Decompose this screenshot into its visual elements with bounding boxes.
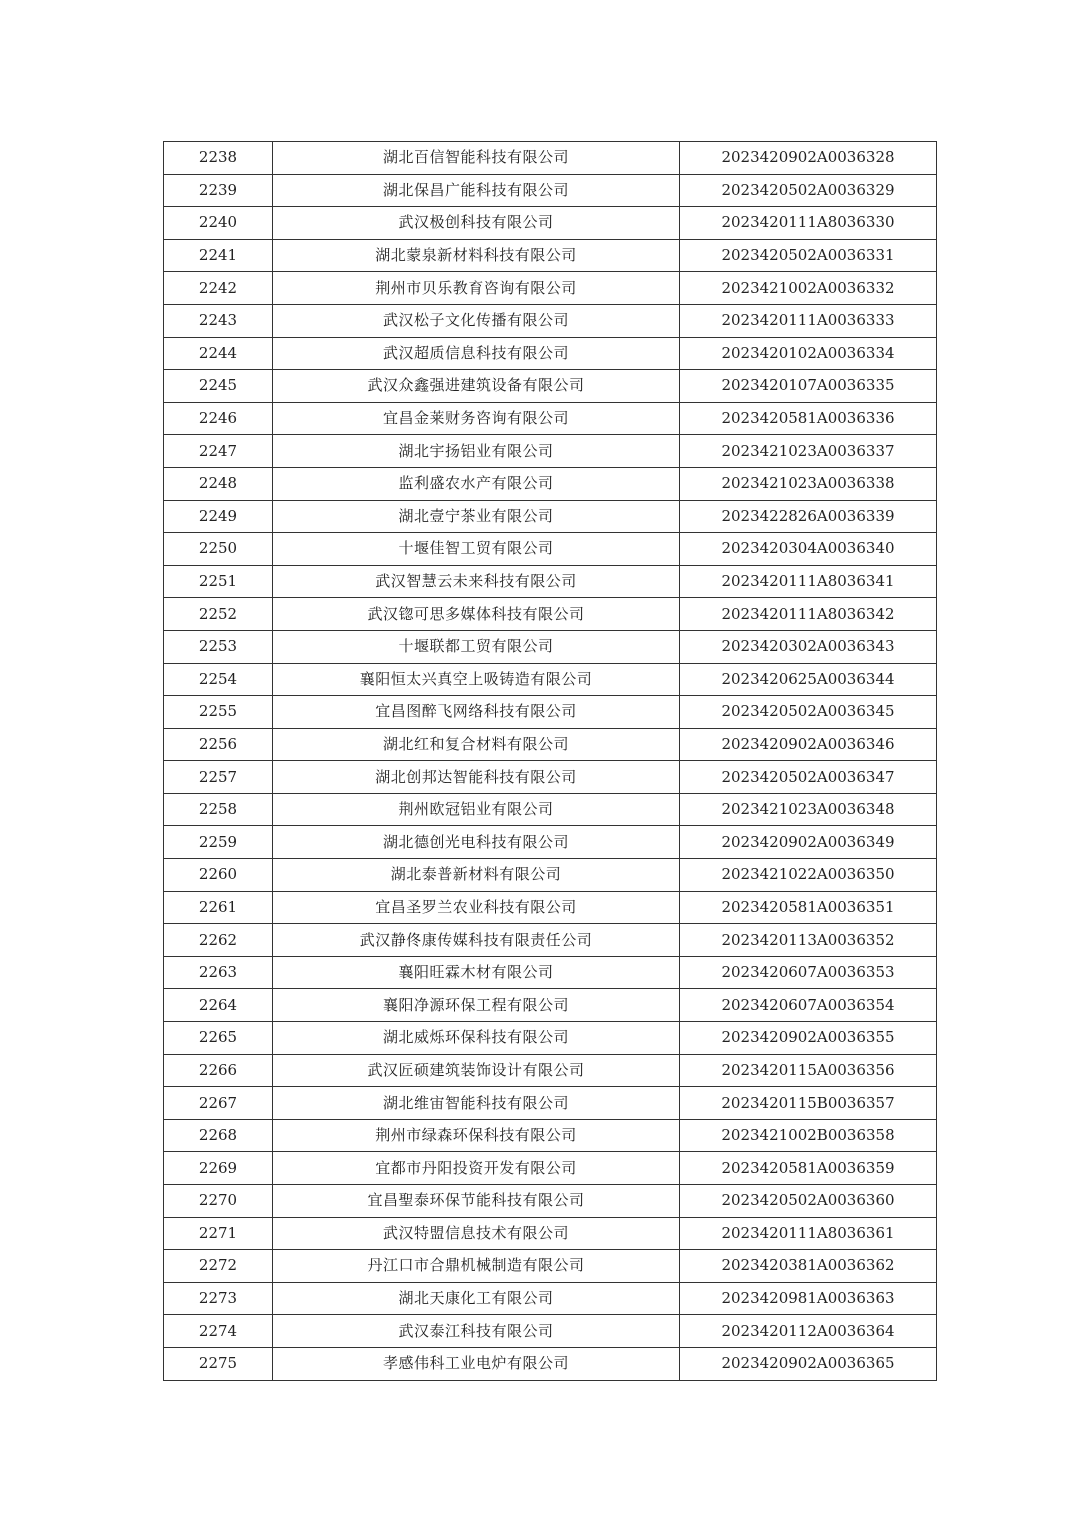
serial-number-cell: 2247	[164, 435, 273, 468]
company-registry-table	[163, 141, 937, 1381]
registration-code-cell: 2023420107A0036335	[680, 370, 937, 403]
serial-number-cell: 2273	[164, 1282, 273, 1315]
serial-number-cell: 2261	[164, 891, 273, 924]
company-name-cell: 湖北德创光电科技有限公司	[273, 826, 680, 859]
company-name-cell: 荆州市贝乐教育咨询有限公司	[273, 272, 680, 305]
registration-code-cell: 2023420902A0036346	[680, 728, 937, 761]
registration-code-cell: 2023421023A0036348	[680, 793, 937, 826]
company-name-cell: 湖北天康化工有限公司	[273, 1282, 680, 1315]
registration-code-cell: 2023420581A0036336	[680, 402, 937, 435]
company-name-cell: 湖北威烁环保科技有限公司	[273, 1022, 680, 1055]
company-name-cell: 武汉锪可思多媒体科技有限公司	[273, 598, 680, 631]
company-name-cell: 宜昌圣罗兰农业科技有限公司	[273, 891, 680, 924]
registration-code-cell: 2023420112A0036364	[680, 1315, 937, 1348]
table-row	[164, 1185, 937, 1218]
serial-number-cell: 2245	[164, 370, 273, 403]
table-row	[164, 500, 937, 533]
company-name-cell: 武汉智慧云未来科技有限公司	[273, 565, 680, 598]
serial-number-cell: 2263	[164, 956, 273, 989]
registration-code-cell: 2023420581A0036351	[680, 891, 937, 924]
table-row	[164, 891, 937, 924]
serial-number-cell: 2246	[164, 402, 273, 435]
table-row	[164, 304, 937, 337]
table-row	[164, 1119, 937, 1152]
table-row	[164, 565, 937, 598]
table-row	[164, 696, 937, 729]
serial-number-cell: 2265	[164, 1022, 273, 1055]
company-name-cell: 宜昌图醉飞网络科技有限公司	[273, 696, 680, 729]
serial-number-cell: 2250	[164, 533, 273, 566]
table-row	[164, 1152, 937, 1185]
company-name-cell: 湖北创邦达智能科技有限公司	[273, 761, 680, 794]
table-row	[164, 761, 937, 794]
registration-code-cell: 2023420102A0036334	[680, 337, 937, 370]
serial-number-cell: 2239	[164, 174, 273, 207]
table-row	[164, 435, 937, 468]
registration-code-cell: 2023421023A0036338	[680, 467, 937, 500]
registration-code-cell: 2023420502A0036347	[680, 761, 937, 794]
registration-code-cell: 2023420111A8036341	[680, 565, 937, 598]
company-name-cell: 监利盛农水产有限公司	[273, 467, 680, 500]
serial-number-cell: 2258	[164, 793, 273, 826]
serial-number-cell: 2257	[164, 761, 273, 794]
registration-code-cell: 2023420902A0036365	[680, 1347, 937, 1380]
table-row	[164, 1250, 937, 1283]
registration-code-cell: 2023421002B0036358	[680, 1119, 937, 1152]
table-row	[164, 1347, 937, 1380]
registration-code-cell: 2023420902A0036328	[680, 142, 937, 175]
registration-code-cell: 2023420111A8036330	[680, 207, 937, 240]
serial-number-cell: 2251	[164, 565, 273, 598]
table-row	[164, 989, 937, 1022]
registration-code-cell: 2023421022A0036350	[680, 859, 937, 892]
registration-code-cell: 2023420111A8036342	[680, 598, 937, 631]
company-name-cell: 襄阳净源环保工程有限公司	[273, 989, 680, 1022]
company-name-cell: 荆州欧冠铝业有限公司	[273, 793, 680, 826]
table-row	[164, 1054, 937, 1087]
serial-number-cell: 2270	[164, 1185, 273, 1218]
serial-number-cell: 2269	[164, 1152, 273, 1185]
table-row	[164, 239, 937, 272]
serial-number-cell: 2252	[164, 598, 273, 631]
company-name-cell: 孝感伟科工业电炉有限公司	[273, 1347, 680, 1380]
table-row	[164, 174, 937, 207]
serial-number-cell: 2275	[164, 1347, 273, 1380]
company-name-cell: 荆州市绿森环保科技有限公司	[273, 1119, 680, 1152]
company-name-cell: 武汉匠硕建筑装饰设计有限公司	[273, 1054, 680, 1087]
company-name-cell: 武汉静佟康传媒科技有限责任公司	[273, 924, 680, 957]
serial-number-cell: 2240	[164, 207, 273, 240]
serial-number-cell: 2256	[164, 728, 273, 761]
company-name-cell: 湖北壹宁茶业有限公司	[273, 500, 680, 533]
table-row	[164, 826, 937, 859]
registration-code-cell: 2023421023A0036337	[680, 435, 937, 468]
registration-code-cell: 2023420502A0036329	[680, 174, 937, 207]
serial-number-cell: 2243	[164, 304, 273, 337]
company-name-cell: 湖北维宙智能科技有限公司	[273, 1087, 680, 1120]
registration-code-cell: 2023420902A0036355	[680, 1022, 937, 1055]
company-name-cell: 宜都市丹阳投资开发有限公司	[273, 1152, 680, 1185]
table-row	[164, 142, 937, 175]
table-row	[164, 924, 937, 957]
serial-number-cell: 2249	[164, 500, 273, 533]
serial-number-cell: 2271	[164, 1217, 273, 1250]
table-row	[164, 728, 937, 761]
company-name-cell: 湖北蒙泉新材料科技有限公司	[273, 239, 680, 272]
serial-number-cell: 2259	[164, 826, 273, 859]
serial-number-cell: 2254	[164, 663, 273, 696]
serial-number-cell: 2242	[164, 272, 273, 305]
table-row	[164, 1217, 937, 1250]
table-row	[164, 598, 937, 631]
company-name-cell: 十堰佳智工贸有限公司	[273, 533, 680, 566]
registration-code-cell: 2023422826A0036339	[680, 500, 937, 533]
table-row	[164, 402, 937, 435]
table-body	[164, 142, 937, 1381]
table-row	[164, 207, 937, 240]
company-name-cell: 襄阳旺霖木材有限公司	[273, 956, 680, 989]
table-row	[164, 272, 937, 305]
company-name-cell: 武汉特盟信息技术有限公司	[273, 1217, 680, 1250]
company-name-cell: 湖北宇扬铝业有限公司	[273, 435, 680, 468]
company-name-cell: 武汉超质信息科技有限公司	[273, 337, 680, 370]
table-row	[164, 956, 937, 989]
registration-code-cell: 2023420981A0036363	[680, 1282, 937, 1315]
serial-number-cell: 2266	[164, 1054, 273, 1087]
serial-number-cell: 2255	[164, 696, 273, 729]
company-name-cell: 宜昌金莱财务咨询有限公司	[273, 402, 680, 435]
serial-number-cell: 2253	[164, 630, 273, 663]
registration-code-cell: 2023420502A0036360	[680, 1185, 937, 1218]
registration-code-cell: 2023420115B0036357	[680, 1087, 937, 1120]
serial-number-cell: 2260	[164, 859, 273, 892]
registration-code-cell: 2023420111A8036361	[680, 1217, 937, 1250]
table-row	[164, 663, 937, 696]
registration-code-cell: 2023420902A0036349	[680, 826, 937, 859]
table-row	[164, 1315, 937, 1348]
serial-number-cell: 2272	[164, 1250, 273, 1283]
serial-number-cell: 2268	[164, 1119, 273, 1152]
company-name-cell: 湖北保昌广能科技有限公司	[273, 174, 680, 207]
company-name-cell: 湖北红和复合材料有限公司	[273, 728, 680, 761]
company-name-cell: 湖北泰普新材料有限公司	[273, 859, 680, 892]
company-name-cell: 武汉泰江科技有限公司	[273, 1315, 680, 1348]
table-row	[164, 533, 937, 566]
serial-number-cell: 2244	[164, 337, 273, 370]
serial-number-cell: 2238	[164, 142, 273, 175]
registration-code-cell: 2023420607A0036353	[680, 956, 937, 989]
registration-code-cell: 2023420304A0036340	[680, 533, 937, 566]
company-name-cell: 丹江口市合鼎机械制造有限公司	[273, 1250, 680, 1283]
registration-code-cell: 2023420607A0036354	[680, 989, 937, 1022]
serial-number-cell: 2264	[164, 989, 273, 1022]
registration-code-cell: 2023420625A0036344	[680, 663, 937, 696]
serial-number-cell: 2262	[164, 924, 273, 957]
company-name-cell: 十堰联都工贸有限公司	[273, 630, 680, 663]
registration-code-cell: 2023420113A0036352	[680, 924, 937, 957]
company-name-cell: 武汉众鑫强进建筑设备有限公司	[273, 370, 680, 403]
serial-number-cell: 2248	[164, 467, 273, 500]
table-row	[164, 337, 937, 370]
serial-number-cell: 2241	[164, 239, 273, 272]
registration-code-cell: 2023420381A0036362	[680, 1250, 937, 1283]
table-row	[164, 1022, 937, 1055]
serial-number-cell: 2267	[164, 1087, 273, 1120]
registration-code-cell: 2023420302A0036343	[680, 630, 937, 663]
company-name-cell: 武汉松子文化传播有限公司	[273, 304, 680, 337]
table-row	[164, 630, 937, 663]
table-row	[164, 859, 937, 892]
company-name-cell: 襄阳恒太兴真空上吸铸造有限公司	[273, 663, 680, 696]
table-row	[164, 1282, 937, 1315]
registration-code-cell: 2023420502A0036345	[680, 696, 937, 729]
registration-code-cell: 2023420581A0036359	[680, 1152, 937, 1185]
company-name-cell: 武汉极创科技有限公司	[273, 207, 680, 240]
serial-number-cell: 2274	[164, 1315, 273, 1348]
table-row	[164, 467, 937, 500]
registration-code-cell: 2023421002A0036332	[680, 272, 937, 305]
table-row	[164, 370, 937, 403]
company-name-cell: 湖北百信智能科技有限公司	[273, 142, 680, 175]
company-name-cell: 宜昌聖泰环保节能科技有限公司	[273, 1185, 680, 1218]
registration-code-cell: 2023420502A0036331	[680, 239, 937, 272]
table-row	[164, 1087, 937, 1120]
registration-code-cell: 2023420111A0036333	[680, 304, 937, 337]
registration-code-cell: 2023420115A0036356	[680, 1054, 937, 1087]
table-row	[164, 793, 937, 826]
